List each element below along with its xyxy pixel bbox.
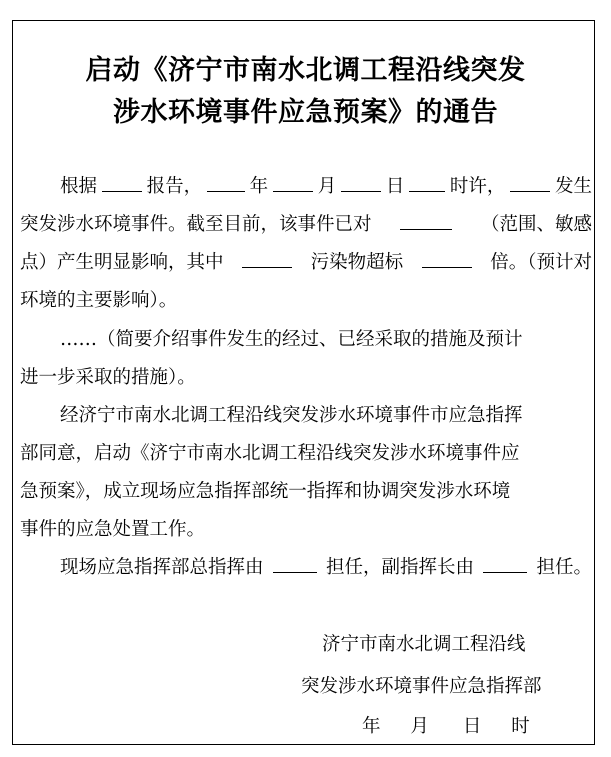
text-segment: 报告， [146, 176, 203, 198]
text-segment: 急预案》，成立现场应急指挥部统一指挥和协调突发涉水环境 [20, 481, 511, 502]
blank-day [341, 172, 381, 192]
title-line-2: 涉水环境事件应急预案》的通告 [113, 97, 498, 128]
signature-line-1: 济宁市南水北调工程沿线 [322, 634, 526, 655]
signature-line-2: 突发涉水环境事件应急指挥部 [301, 676, 542, 697]
paragraph-4-line-1 [60, 553, 592, 579]
date-hour-label: 时 [511, 716, 530, 737]
title-line-1: 启动《济宁市南水北调工程沿线突发 [85, 55, 526, 86]
text-segment: 月 [317, 176, 337, 198]
paragraph-3-line-1 [60, 401, 592, 427]
date-year-label: 年 [362, 716, 381, 737]
text-segment: 经济宁市南水北调工程沿线突发涉水环境事件市应急指挥 [60, 405, 523, 426]
text-segment: 根据 [60, 176, 98, 198]
text-segment: 现场应急指挥部总指挥由 [60, 557, 264, 579]
blank-commander [273, 553, 317, 573]
blank-month [273, 172, 313, 192]
blank-affected-area [400, 210, 452, 230]
paragraph-1-line-3 [20, 248, 592, 274]
blank-multiple [422, 248, 472, 268]
text-segment: 部同意，启动《济宁市南水北调工程沿线突发涉水环境事件应 [20, 443, 520, 464]
text-segment: 点）产生明显影响，其中 [20, 252, 224, 274]
date-month-label: 月 [410, 716, 429, 737]
text-segment: （范围、敏感 [480, 214, 592, 236]
blank-hour [409, 172, 445, 192]
paragraph-3-line-2 [20, 439, 592, 465]
paragraph-1-line-4 [20, 286, 592, 312]
text-segment: 事件的应急处置工作。 [20, 519, 206, 540]
text-segment: 倍。（预计对 [490, 252, 592, 274]
text-segment: ……（简要介绍事件发生的经过、已经采取的措施及预计 [60, 329, 523, 350]
paragraph-1-line-1 [60, 172, 592, 198]
text-segment: 担任。 [536, 557, 592, 579]
blank-reporter [102, 172, 142, 192]
blank-year [207, 172, 245, 192]
blank-pollutant [242, 248, 292, 268]
paragraph-3-line-4 [20, 515, 592, 541]
text-segment: 发生 [554, 176, 592, 198]
text-segment: 担任，副指挥长由 [325, 557, 474, 579]
text-segment: 时许， [449, 176, 506, 198]
paragraph-2-line-2 [20, 363, 592, 389]
text-segment: 突发涉水环境事件。截至目前，该事件已对 [20, 214, 372, 236]
text-segment: 环境的主要影响）。 [20, 290, 178, 311]
blank-location [510, 172, 550, 192]
signature-date [362, 712, 530, 738]
date-day-label: 日 [462, 716, 482, 737]
text-segment: 进一步采取的措施）。 [20, 367, 196, 388]
paragraph-1-line-2 [20, 210, 592, 236]
paragraph-3-line-3 [20, 477, 592, 503]
blank-deputy-commander [483, 553, 527, 573]
text-segment: 污染物超标 [310, 252, 404, 274]
text-segment: 日 [385, 176, 405, 198]
paragraph-2-line-1 [60, 325, 592, 351]
text-segment: 年 [249, 176, 269, 198]
